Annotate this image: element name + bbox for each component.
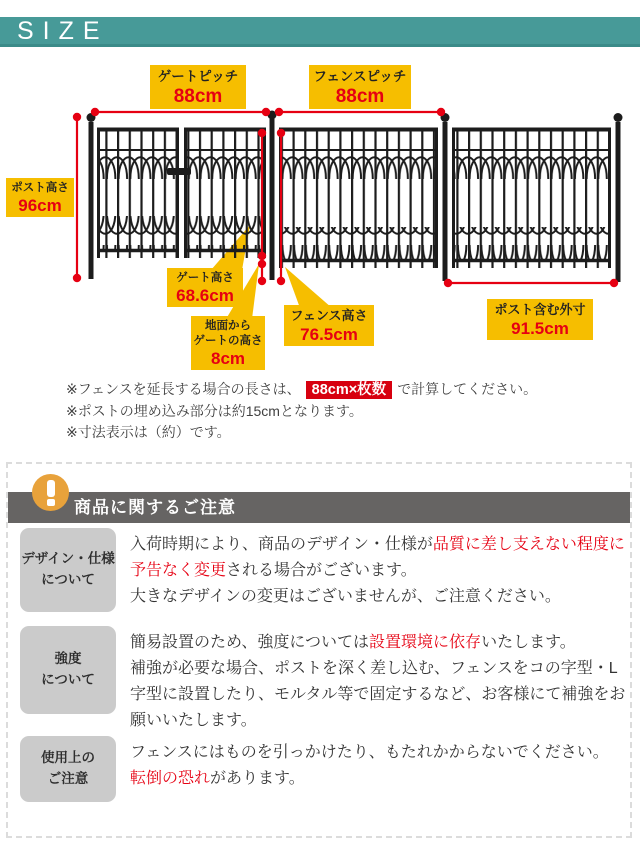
label-gate-pitch: ゲートピッチ 88cm (150, 65, 246, 109)
label-fence-pitch: フェンスピッチ 88cm (309, 65, 411, 109)
note-approx: ※寸法表示は（約）です。 (66, 424, 231, 440)
size-notes (66, 379, 626, 443)
label-post-height: ポスト高さ 96cm (6, 178, 74, 217)
notice-row-label: 使用上の ご注意 (20, 736, 116, 802)
notice-row-label: 強度 について (20, 626, 116, 714)
size-section-header (0, 17, 640, 47)
note-embed-depth: ※ポストの埋め込み部分は約15cmとなります。 (66, 403, 363, 419)
note-extension: ※フェンスを延長する場合の長さは、 88cm×枚数 で計算してください。 (66, 381, 538, 398)
notice-row-text: 簡易設置のため、強度については設置環境に依存いたします。 補強が必要な場合、ポストを深く差し込む、フェンスをコの字型・L字型に設置したり、モルタル等で固定するなど、お客様にて補強をお願いいたします。 (130, 634, 626, 729)
product-notice-panel (6, 462, 632, 838)
notice-row-label: デザイン・仕様 について (20, 528, 116, 612)
label-outer-width: ポスト含む外寸 91.5cm (487, 299, 593, 340)
exclamation-icon (32, 474, 69, 511)
fence-size-diagram (0, 47, 640, 377)
notice-row-usage (20, 736, 630, 802)
label-ground-to-gate: 地面から ゲートの高さ 8cm (191, 316, 265, 370)
label-fence-height: フェンス高さ 76.5cm (284, 305, 374, 346)
notice-row-text: フェンスにはものを引っかけたり、もたれかからないでください。 転倒の恐れがあります。 (130, 744, 609, 787)
notice-header-bar (8, 492, 630, 523)
extension-formula-highlight: 88cm×枚数 (306, 381, 393, 399)
notice-row-strength (20, 626, 630, 734)
size-title: SIZE (17, 17, 109, 45)
gate-latch (167, 168, 191, 175)
label-gate-height: ゲート高さ 68.6cm (167, 268, 243, 307)
notice-row-design-spec (20, 528, 630, 612)
notice-title: 商品に関するご注意 (74, 498, 236, 517)
gate-panels (97, 128, 266, 258)
notice-row-text: 入荷時期により、商品のデザイン・仕様が品質に差し支えない程度に予告なく変更される場合がございます。 大きなデザインの変更はございませんが、ご注意ください。 (130, 536, 625, 605)
